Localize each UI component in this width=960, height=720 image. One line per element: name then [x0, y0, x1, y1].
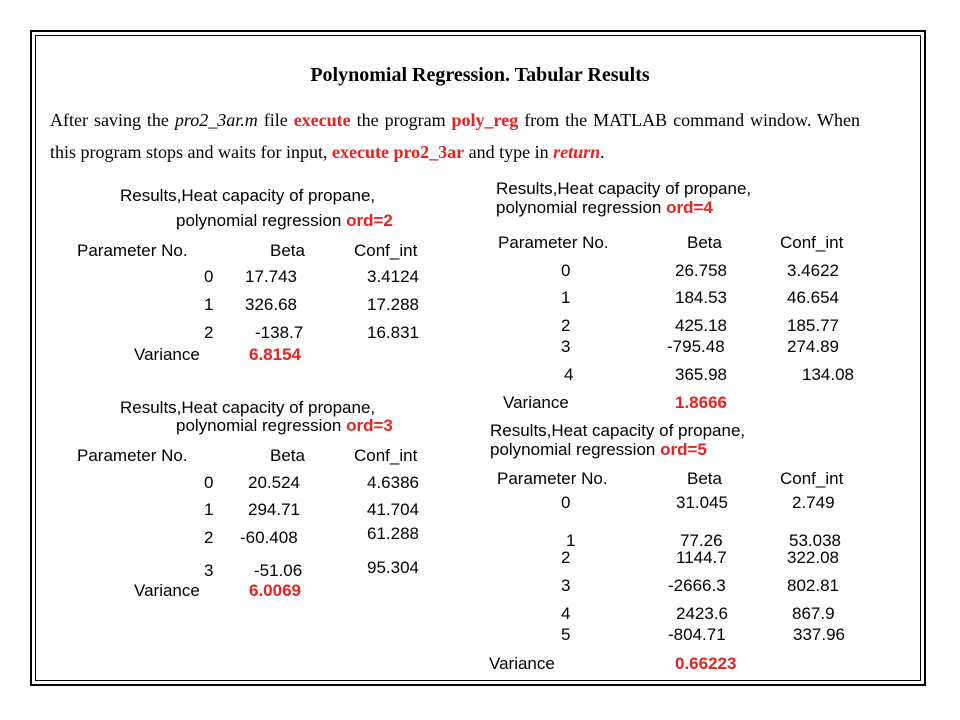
block-subtitle — [496, 198, 713, 218]
block-subtitle — [176, 416, 393, 436]
row-conf-int: 46.654 — [787, 288, 839, 307]
row-conf-int: 53.038 — [789, 531, 841, 550]
row-beta: -60.408 — [240, 528, 298, 547]
row-beta: 294.71 — [248, 500, 300, 519]
intro-text: . — [600, 142, 605, 162]
row-conf-int: 41.704 — [367, 500, 419, 519]
row-no: 0 — [561, 261, 571, 280]
block-subtitle — [176, 211, 393, 231]
order-label: ord=3 — [346, 416, 393, 435]
row-beta: -2666.3 — [668, 576, 726, 595]
variance-value: 0.66223 — [675, 654, 737, 673]
execute-program: execute pro2_3ar — [331, 142, 465, 162]
row-no: 5 — [561, 625, 571, 644]
row-beta: 26.758 — [675, 261, 727, 280]
row-no: 2 — [561, 548, 571, 567]
row-beta: 20.524 — [248, 473, 300, 492]
header-conf-int: Conf_int — [354, 241, 418, 260]
row-conf-int: 3.4622 — [787, 261, 839, 280]
row-no: 0 — [204, 267, 214, 286]
row-beta: -804.71 — [668, 625, 726, 644]
row-conf-int: 61.288 — [367, 524, 419, 543]
variance-label: Variance — [134, 581, 200, 600]
block-subtitle — [490, 440, 707, 460]
row-no: 1 — [561, 288, 571, 307]
row-conf-int: 337.96 — [793, 625, 845, 644]
execute-keyword: execute — [293, 110, 351, 130]
row-conf-int: 17.288 — [367, 295, 419, 314]
row-conf-int: 185.77 — [787, 316, 839, 335]
subtitle-text: polynomial regression — [490, 440, 661, 459]
intro-paragraph — [50, 104, 860, 168]
intro-text: the program — [350, 110, 452, 130]
order-label: ord=4 — [666, 198, 713, 217]
variance-value: 6.8154 — [249, 345, 301, 364]
file-name: pro2_3ar.m — [174, 110, 258, 130]
intro-text: and type in — [464, 142, 554, 162]
row-conf-int: 134.08 — [802, 365, 854, 384]
program-name: poly_reg — [451, 110, 519, 130]
row-no: 1 — [566, 531, 576, 550]
variance-label: Variance — [489, 654, 555, 673]
row-beta: 326.68 — [245, 295, 297, 314]
block-title: Results,Heat capacity of propane, — [120, 186, 376, 205]
header-conf-int: Conf_int — [780, 233, 844, 252]
intro-text: After saving the — [50, 110, 175, 130]
row-conf-int: 4.6386 — [367, 473, 419, 492]
row-beta: 77.26 — [680, 531, 723, 550]
subtitle-text: polynomial regression — [176, 416, 347, 435]
order-label: ord=5 — [660, 440, 707, 459]
row-beta: 365.98 — [675, 365, 727, 384]
block-title: Results,Heat capacity of propane, — [120, 398, 376, 417]
row-no: 2 — [204, 528, 214, 547]
intro-text: file — [257, 110, 294, 130]
header-beta: Beta — [687, 233, 722, 252]
row-conf-int: 322.08 — [787, 548, 839, 567]
variance-value: 6.0069 — [249, 581, 301, 600]
row-conf-int: 3.4124 — [367, 267, 419, 286]
header-beta: Beta — [270, 446, 305, 465]
block-title: Results,Heat capacity of propane, — [490, 421, 746, 440]
row-no: 0 — [561, 493, 571, 512]
block-title: Results,Heat capacity of propane, — [496, 179, 752, 198]
row-no: 1 — [204, 295, 214, 314]
return-keyword: return — [553, 142, 601, 162]
row-no: 4 — [561, 604, 571, 623]
row-no: 3 — [561, 576, 571, 595]
row-no: 2 — [204, 323, 214, 342]
row-conf-int: 2.749 — [792, 493, 835, 512]
row-no: 4 — [564, 365, 574, 384]
variance-label: Variance — [503, 393, 569, 412]
row-beta: -138.7 — [255, 323, 304, 342]
row-beta: 17.743 — [245, 267, 297, 286]
header-beta: Beta — [270, 241, 305, 260]
row-no: 3 — [204, 561, 214, 580]
row-no: 3 — [561, 337, 571, 356]
subtitle-text: polynomial regression — [496, 198, 667, 217]
header-parameter-no: Parameter No. — [77, 241, 188, 260]
row-no: 1 — [204, 500, 214, 519]
row-conf-int: 802.81 — [787, 576, 839, 595]
row-conf-int: 274.89 — [787, 337, 839, 356]
row-beta: 184.53 — [675, 288, 727, 307]
slide-title: Polynomial Regression. Tabular Results — [310, 64, 650, 86]
row-beta: 2423.6 — [676, 604, 728, 623]
row-no: 2 — [561, 316, 571, 335]
subtitle-text: polynomial regression — [176, 211, 347, 230]
variance-label: Variance — [134, 345, 200, 364]
row-conf-int: 95.304 — [367, 558, 419, 577]
order-label: ord=2 — [346, 211, 393, 230]
row-beta: -795.48 — [667, 337, 725, 356]
header-parameter-no: Parameter No. — [497, 469, 608, 488]
variance-value: 1.8666 — [675, 393, 727, 412]
header-beta: Beta — [687, 469, 722, 488]
row-beta: 425.18 — [675, 316, 727, 335]
row-no: 0 — [204, 473, 214, 492]
header-parameter-no: Parameter No. — [77, 446, 188, 465]
header-conf-int: Conf_int — [780, 469, 844, 488]
row-beta: -51.06 — [254, 561, 303, 580]
row-conf-int: 867.9 — [792, 604, 835, 623]
row-conf-int: 16.831 — [367, 323, 419, 342]
row-beta: 1144.7 — [676, 548, 727, 567]
header-parameter-no: Parameter No. — [498, 233, 609, 252]
header-conf-int: Conf_int — [354, 446, 418, 465]
intro-text: from the MATLAB command window. When this program stops and waits for input, — [50, 110, 860, 162]
row-beta: 31.045 — [676, 493, 728, 512]
